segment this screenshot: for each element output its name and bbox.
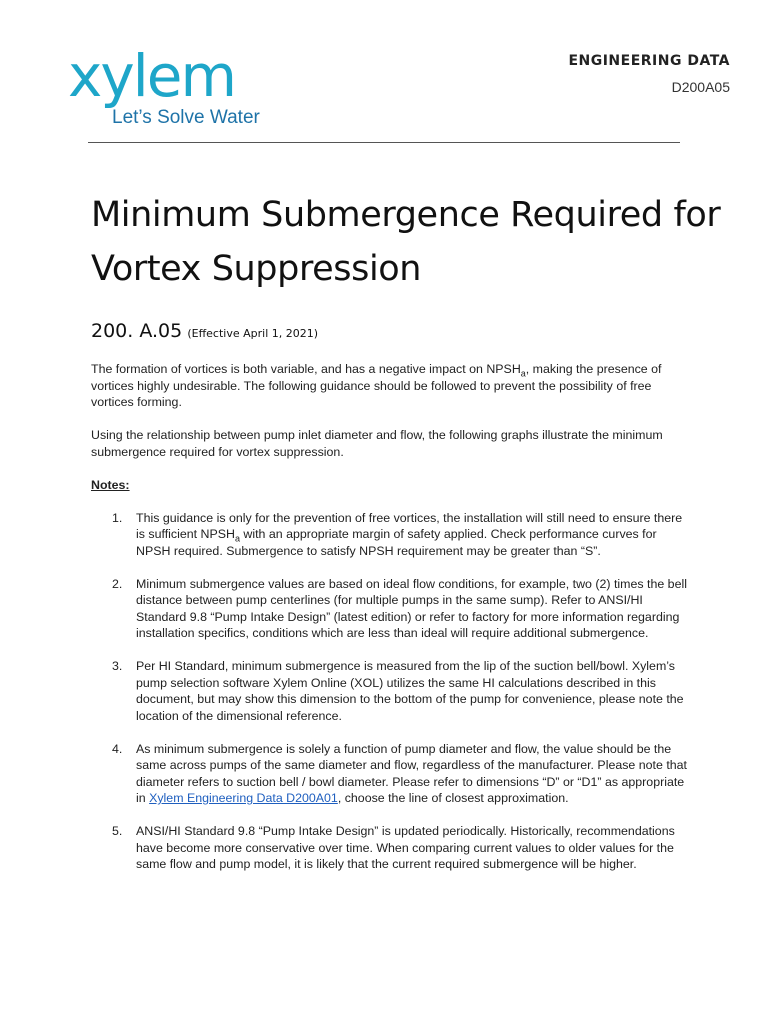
section-heading (91, 320, 318, 342)
logo-tagline: Let’s Solve Water (112, 107, 260, 128)
notes-list (91, 510, 691, 873)
note-item (91, 823, 691, 873)
note-number: 3. (112, 659, 123, 673)
document-code: D200A05 (671, 79, 730, 95)
logo-wordmark: xylem (68, 42, 235, 110)
notes-heading: Notes: (91, 477, 130, 492)
engineering-data-link[interactable]: Xylem Engineering Data D200A01 (149, 791, 338, 805)
section-number: 200. A.05 (91, 320, 183, 342)
note-number: 1. (112, 510, 123, 525)
xylem-logo (68, 44, 308, 134)
note-item: 4. As minimum submergence is solely a function of pump diameter and flow, the value should be the same across pumps of the same diameter and flow, regardless of the manufacturer. Please note that diameter refers to suction bell / bowl diameter. Please refer to dimensions “D” or “D1” as appropriate in Xylem Engineering Data D200A01, choose the line of closest approximation. (112, 741, 687, 805)
note-text: Minimum submergence values are based on ideal flow conditions, for example, two (2) times the bell distance between pump centerlines (for multiple pumps in the same sump). Refer to ANSI/HI Standard 9.8 “Pump Intake Design” (latest edition) or refer to factory for more information regarding installation specifics, conditions which are less than ideal will require additional submergence. (136, 576, 687, 640)
note-item (91, 576, 691, 642)
note-number: 2. (112, 576, 123, 591)
intro-paragraph-2: Using the relationship between pump inlet diameter and flow, the following graphs illustrate the minimum submergence required for vortex suppression. (91, 428, 663, 459)
intro-paragraph-1: The formation of vortices is both variable, and has a negative impact on $NPSH_a$, making the presence of vortices highly undesirable. The following guidance should be followed to prevent the possibility of free vortices forming. (91, 362, 662, 409)
note-item: 1. This guidance is only for the prevention of free vortices, the installation will still need to ensure there is sufficient $NPSH_a$ with an appropriate margin of safety applied. Check performance curves for NPSH required. Submergence to satisfy NPSH requirement may be greater than “S”. (112, 510, 683, 558)
note-text: Per HI Standard, minimum submergence is measured from the lip of the suction bell/bowl. Xylem’s pump selection software Xylem Online (XOL) utilizes the same HI calculations described in this document, but may show this dimension to the bottom of the pump for convenience, please note the location of the dimensional reference. (136, 659, 684, 723)
note-item (91, 658, 691, 724)
note-number: 5. (112, 824, 123, 838)
note-number: 4. (112, 741, 123, 756)
document-body (91, 361, 691, 889)
page-title: Minimum Submergence Required for Vortex Suppression (91, 195, 721, 289)
effective-date: (Effective April 1, 2021) (187, 327, 319, 340)
note-text: ANSI/HI Standard 9.8 “Pump Intake Design” is updated periodically. Historically, recommendations have become more conservative over time. When comparing current values to older values for the same flow and pump model, it is likely that the current required submergence will be higher. (136, 824, 675, 871)
header-divider (88, 142, 680, 143)
engineering-data-label: ENGINEERING DATA (568, 53, 730, 69)
